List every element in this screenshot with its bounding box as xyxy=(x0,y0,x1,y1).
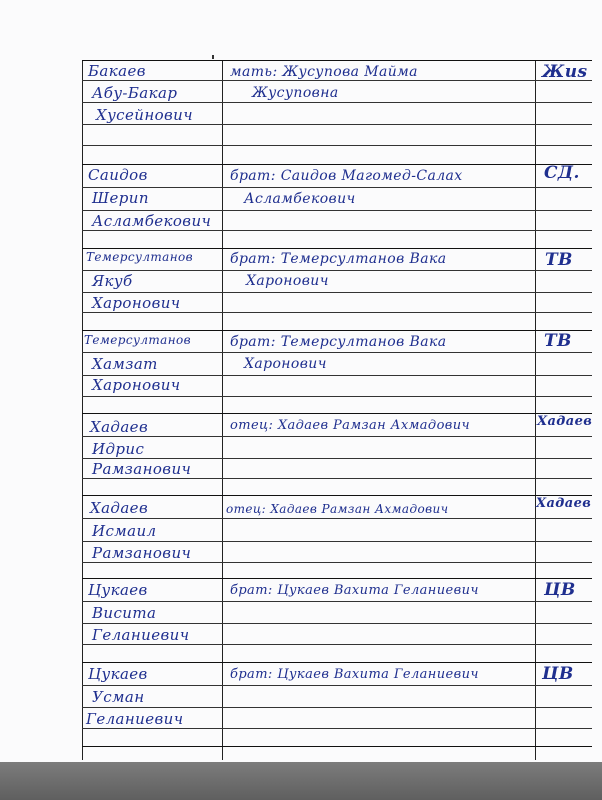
row-rule xyxy=(82,644,592,645)
column-divider-signature xyxy=(535,60,536,760)
row-rule xyxy=(82,746,592,747)
row-rule xyxy=(82,312,592,313)
row-rule xyxy=(82,478,592,479)
person-surname: Бакаев xyxy=(88,62,146,80)
row-rule xyxy=(82,187,592,188)
person-patronymic: Асламбекович xyxy=(92,212,212,230)
person-patronymic: Харонович xyxy=(92,294,181,312)
signature: ТВ xyxy=(544,331,572,351)
relative-line: Харонович xyxy=(246,273,329,289)
person-first-name: Исмаил xyxy=(92,522,157,540)
relative-line: брат: Темерсултанов Вака xyxy=(230,251,447,267)
signature: ТВ xyxy=(545,250,573,270)
row-rule xyxy=(82,436,592,437)
row-rule xyxy=(82,707,592,708)
person-surname: Хадаев xyxy=(90,499,149,517)
row-rule xyxy=(82,623,592,624)
row-rule xyxy=(82,413,592,414)
row-rule xyxy=(82,292,592,293)
row-rule xyxy=(82,518,592,519)
relative-line: отец: Хадаев Рамзан Ахмадович xyxy=(226,502,449,516)
person-first-name: Хамзат xyxy=(92,355,158,373)
ledger-table xyxy=(82,60,591,760)
relative-line: отец: Хадаев Рамзан Ахмадович xyxy=(230,418,471,433)
row-rule xyxy=(82,578,592,579)
relative-line: Жусуповна xyxy=(252,85,339,101)
relative-line: брат: Темерсултанов Вака xyxy=(230,334,447,350)
person-first-name: Якуб xyxy=(92,272,133,290)
person-patronymic: Геланиевич xyxy=(86,710,184,728)
row-rule xyxy=(82,330,592,331)
signature: Хадаев xyxy=(537,414,593,429)
signature: СД. xyxy=(544,163,580,183)
relative-line: мать: Жусупова Майма xyxy=(230,64,418,80)
relative-line: Харонович xyxy=(244,356,327,372)
row-rule xyxy=(82,230,592,231)
scan-bottom-shadow xyxy=(0,762,602,800)
row-rule xyxy=(82,562,592,563)
row-rule xyxy=(82,728,592,729)
person-first-name: Идрис xyxy=(92,440,145,458)
person-surname: Темерсултанов xyxy=(86,250,194,264)
row-rule xyxy=(82,541,592,542)
row-rule xyxy=(82,601,592,602)
row-rule xyxy=(82,270,592,271)
row-rule xyxy=(82,145,592,146)
signature: Хадаев xyxy=(536,496,592,511)
person-surname: Цукаев xyxy=(88,665,148,683)
column-divider-name xyxy=(222,60,223,760)
person-surname: Цукаев xyxy=(88,581,148,599)
signature: ЦВ xyxy=(544,580,576,600)
person-surname: Темерсултанов xyxy=(84,333,192,347)
row-rule xyxy=(82,662,592,663)
row-rule xyxy=(82,80,592,81)
row-rule xyxy=(82,60,592,61)
relative-line: брат: Саидов Магомед-Салах xyxy=(230,168,463,184)
row-rule xyxy=(82,458,592,459)
relative-line: брат: Цукаев Вахита Геланиевич xyxy=(230,583,479,598)
person-patronymic: Харонович xyxy=(92,376,181,394)
person-patronymic: Хусейнович xyxy=(96,106,193,124)
person-patronymic: Рамзанович xyxy=(92,544,192,562)
person-first-name: Висита xyxy=(92,604,157,622)
person-first-name: Шерип xyxy=(92,189,149,207)
signature: ЦВ xyxy=(542,664,574,684)
row-rule xyxy=(82,396,592,397)
person-first-name: Усман xyxy=(92,688,145,706)
row-rule xyxy=(82,210,592,211)
row-rule xyxy=(82,248,592,249)
relative-line: брат: Цукаев Вахита Геланиевич xyxy=(230,667,479,682)
row-rule xyxy=(82,102,592,103)
row-rule xyxy=(82,352,592,353)
row-rule xyxy=(82,124,592,125)
person-patronymic: Рамзанович xyxy=(92,460,192,478)
row-rule xyxy=(82,685,592,686)
person-surname: Хадаев xyxy=(90,418,149,436)
row-rule xyxy=(82,164,592,165)
row-rule xyxy=(82,495,592,496)
person-patronymic: Геланиевич xyxy=(92,626,190,644)
relative-line: Асламбекович xyxy=(244,191,356,207)
person-surname: Саидов xyxy=(88,166,148,184)
signature: Жus xyxy=(542,62,588,82)
margin-tick-mark xyxy=(212,55,214,59)
person-first-name: Абу-Бакар xyxy=(92,84,178,102)
